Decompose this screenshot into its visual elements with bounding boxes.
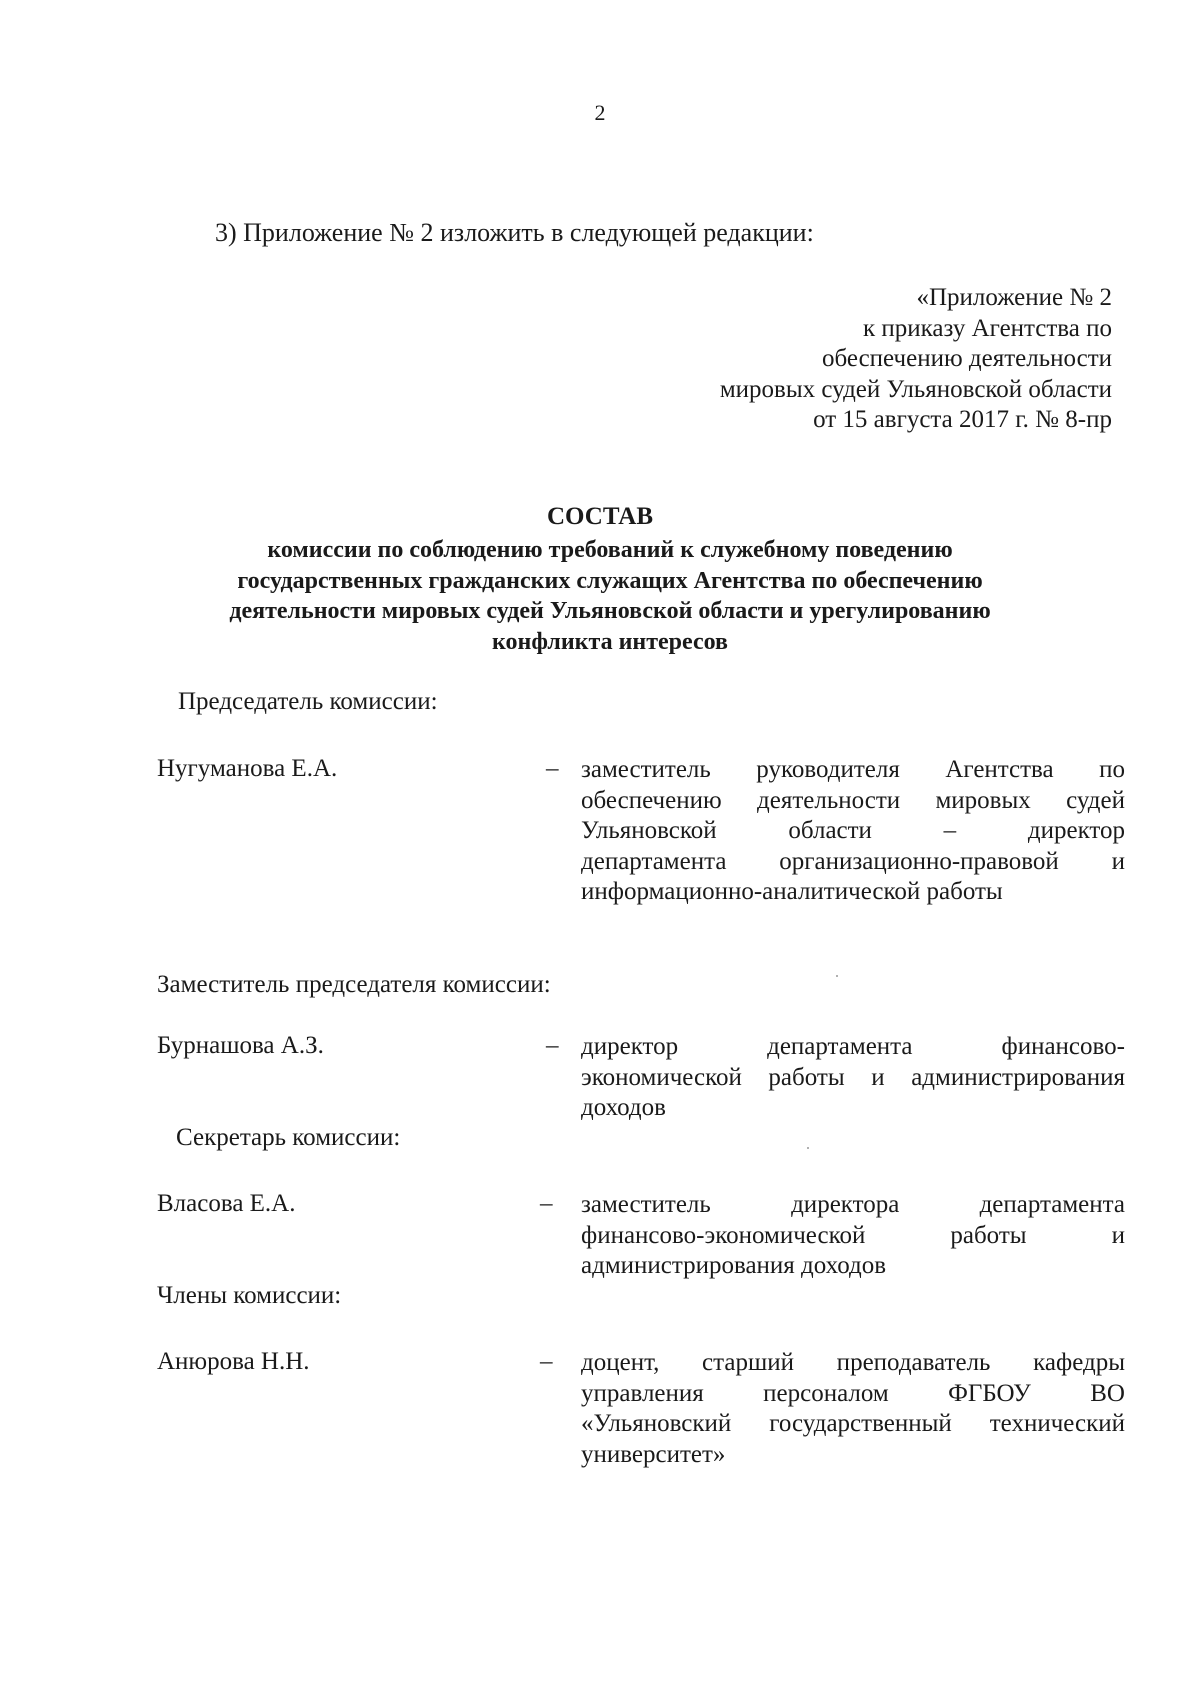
description-line: доцент, старший преподаватель кафедры xyxy=(581,1349,1125,1376)
appendix-line: к приказу Агентства по xyxy=(862,314,1112,342)
role-secretary: Секретарь комиссии: xyxy=(176,1124,401,1151)
subtitle-line: государственных гражданских служащих Агентства по обеспечению xyxy=(237,567,983,594)
member-name: Бурнашова А.З. xyxy=(157,1032,324,1059)
member-name: Власова Е.А. xyxy=(157,1190,296,1217)
dash: – xyxy=(546,1032,559,1059)
description-line: заместитель директора департамента xyxy=(581,1191,1125,1218)
appendix-header xyxy=(720,283,1112,436)
description-line: Ульяновской области – директор xyxy=(581,817,1125,844)
description-line: финансово-экономической работы и xyxy=(581,1221,1125,1249)
appendix-line: «Приложение № 2 xyxy=(916,284,1112,311)
description-line: информационно-аналитической работы xyxy=(581,878,1003,905)
description-line: университет» xyxy=(581,1440,726,1468)
role-deputy-chairman: Заместитель председателя комиссии: xyxy=(157,971,551,998)
scan-speck xyxy=(807,1147,809,1149)
description-line: администрирования доходов xyxy=(581,1252,887,1279)
subtitle-line: комиссии по соблюдению требований к служебному поведению xyxy=(267,537,953,563)
member-description xyxy=(581,755,1125,908)
page-number: 2 xyxy=(594,100,606,125)
intro-paragraph: 3) Приложение № 2 изложить в следующей редакции: xyxy=(215,218,814,247)
description-line: департамента организационно-правовой и xyxy=(581,847,1125,875)
member-description xyxy=(581,1348,1125,1470)
description-line: директор департамента финансово- xyxy=(581,1033,1125,1060)
document-subtitle xyxy=(160,535,1060,657)
description-line: «Ульяновский государственный технический xyxy=(581,1410,1125,1437)
description-line: управления персоналом ФГБОУ ВО xyxy=(581,1379,1125,1407)
document-title: СОСТАВ xyxy=(546,503,654,530)
role-chairman: Председатель комиссии: xyxy=(178,688,438,715)
appendix-line: мировых судей Ульяновской области xyxy=(719,375,1112,403)
appendix-line: обеспечению деятельности xyxy=(821,345,1112,372)
dash: – xyxy=(540,1190,553,1217)
member-name: Нугуманова Е.А. xyxy=(157,755,338,782)
subtitle-line: конфликта интересов xyxy=(492,628,728,655)
member-name: Анюрова Н.Н. xyxy=(157,1348,310,1375)
description-line: доходов xyxy=(581,1094,666,1121)
description-line: экономической работы и администрирования xyxy=(581,1063,1125,1091)
dash: – xyxy=(546,755,559,782)
role-members: Члены комиссии: xyxy=(157,1282,342,1309)
appendix-line: от 15 августа 2017 г. № 8-пр xyxy=(813,406,1112,433)
description-line: обеспечению деятельности мировых судей xyxy=(581,786,1125,814)
subtitle-line: деятельности мировых судей Ульяновской области и урегулированию xyxy=(229,598,991,624)
member-description xyxy=(581,1032,1125,1124)
dash: – xyxy=(540,1348,553,1375)
scan-speck xyxy=(836,975,838,977)
member-description xyxy=(581,1190,1125,1282)
description-line: заместитель руководителя Агентства по xyxy=(581,756,1125,783)
